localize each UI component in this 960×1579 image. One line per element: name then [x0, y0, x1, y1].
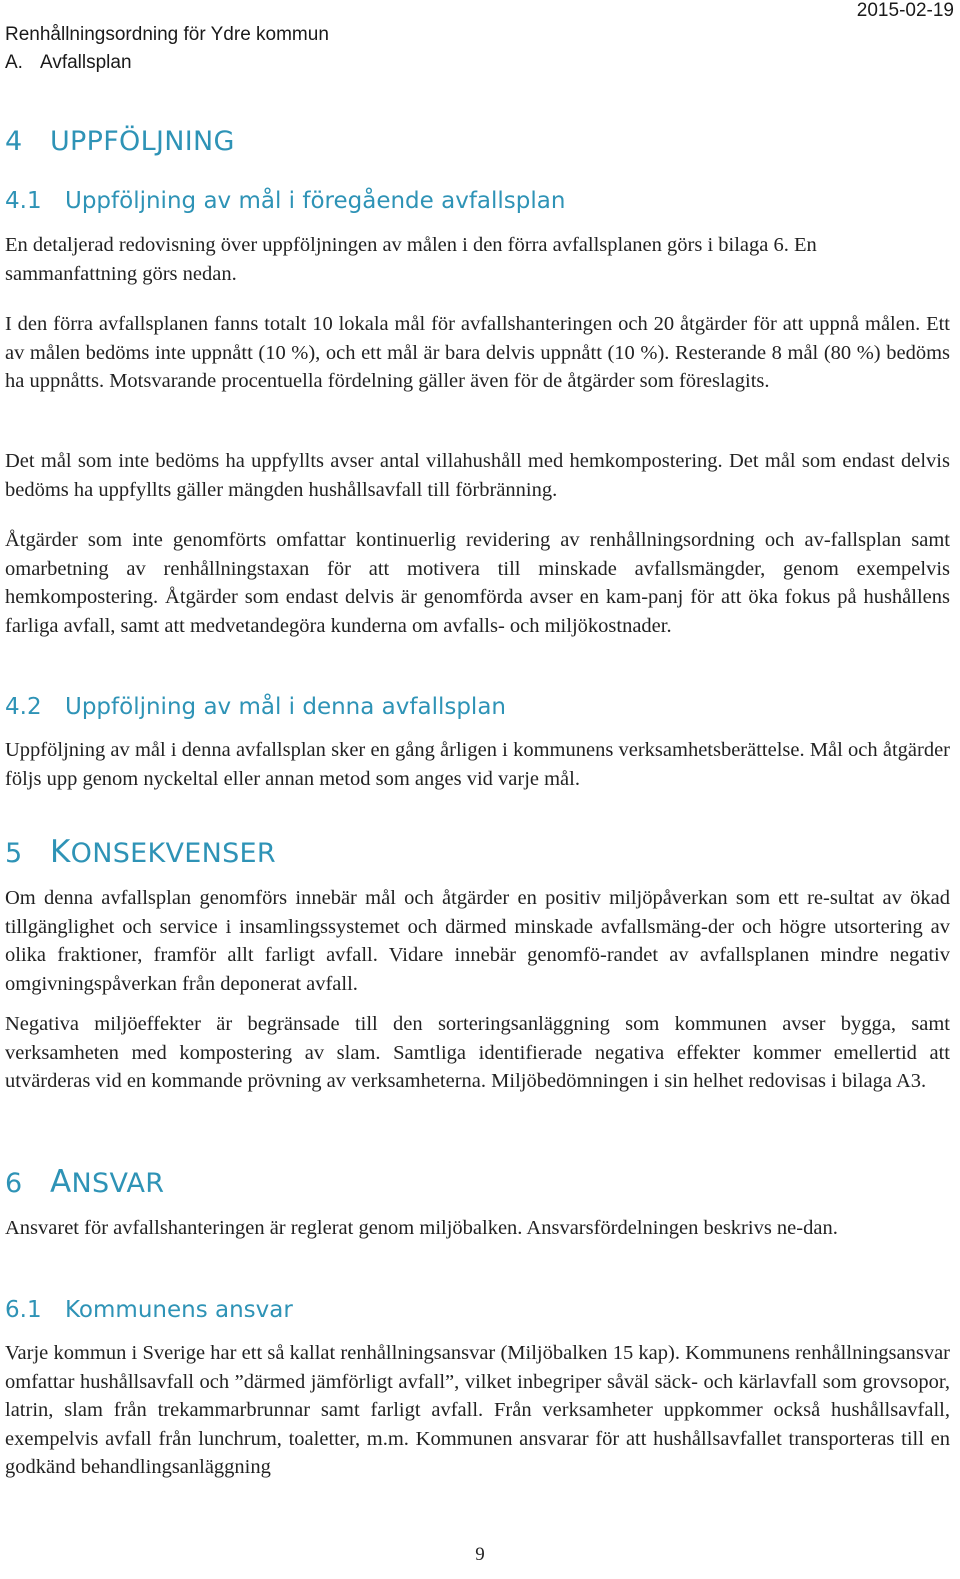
paragraph-5-impact: Om denna avfallsplan genomförs innebär mål och åtgärder en positiv miljöpåverkan som ett re-sultat av ökad tillgänglighet och service i insamlingssystemet och därmed minskade avfallsmäng-der och högre utsortering av olika fraktioner, framför allt farligt avfall. Vidare innebär genomfö-randet av avfallsplanen mindre negativ omgivningspåverkan från deponerat avfall.: [5, 887, 950, 995]
paragraph-6-responsibility: Ansvaret för avfallshanteringen är reglerat genom miljöbalken. Ansvarsfördelningen beskrivs ne-dan.: [5, 1217, 838, 1239]
heading-title: UPPFÖLJNING: [50, 126, 235, 157]
heading-number: 4.1: [5, 188, 42, 214]
heading-number: 5: [5, 838, 23, 869]
header-section-name: Avfallsplan: [40, 52, 132, 73]
heading-section-6: [5, 1164, 164, 1200]
paragraph-4-2-followup: Uppföljning av mål i denna avfallsplan sker en gång årligen i kommunens verksamhetsberättelse. Mål och åtgärder följs upp genom nyckeltal eller annan metod som anges vid varje mål.: [5, 739, 950, 790]
heading-number: 4: [5, 126, 23, 157]
paragraph-5-negative-effects: Negativa miljöeffekter är begränsade till den sorteringsanläggning som kommunen avser bygga, samt verksamheten med kompostering av slam. Samtliga identifierade negativa effekter kommer emellertid att utvärderas vid en kommande prövning av verksamheterna. Miljöbedömningen i sin helhet redovisas i bilaga A3.: [5, 1013, 950, 1092]
heading-title: Uppföljning av mål i föregående avfallsplan: [65, 188, 566, 214]
heading-title-initial: A: [50, 1164, 72, 1200]
page-number: 9: [475, 1544, 485, 1565]
heading-number: 6.1: [5, 1297, 42, 1323]
heading-section-5: [5, 834, 276, 870]
header-document-title: Renhållningsordning för Ydre kommun: [5, 24, 329, 45]
heading-section-4: [5, 126, 235, 157]
heading-title-rest: NSVAR: [71, 1168, 165, 1199]
paragraph-4-1-unmet-goals: Det mål som inte bedöms ha uppfyllts avser antal villahushåll med hemkompostering. Det mål som endast delvis bedöms ha uppfyllts gäller mängden hushållsavfall till förbränning.: [5, 450, 950, 501]
heading-number: 6: [5, 1168, 23, 1199]
heading-title-rest: ONSEKVENSER: [70, 838, 276, 869]
paragraph-4-1-summary: I den förra avfallsplanen fanns totalt 10 lokala mål för avfallshanteringen och 20 åtgärder för att uppnå målen. Ett av målen bedöms inte uppnått (10 %), och ett mål är bara delvis uppnått (10 %). Resterande 8 mål (80 %) bedöms ha uppnåtts. Motsvarande procentuella fördelning gäller även för de åtgärder som föreslagits.: [5, 313, 950, 392]
header-section-prefix: A.: [5, 52, 23, 73]
heading-title: Uppföljning av mål i denna avfallsplan: [65, 694, 506, 720]
paragraph-6-1-municipal-responsibility: Varje kommun i Sverige har ett så kallat renhållningsansvar (Miljöbalken 15 kap). Kommunens renhållningsansvar omfattar hushållsavfall och ”därmed jämförligt avfall”, vilket inbegriper såväl säck- och kärlavfall som grovsopor, latrin, slam från trekammarbrunnar samt farligt avfall. Från verksamheter uppkommer också hushållsavfall, exempelvis avfall från lunchrum, toaletter, m.m. Kommunen ansvarar för att hushållsavfallet transporteras till en godkänd behandlingsanläggning: [5, 1342, 950, 1478]
heading-number: 4.2: [5, 694, 42, 720]
header-section-label: [5, 52, 132, 74]
heading-title: Kommunens ansvar: [65, 1297, 293, 1323]
paragraph-4-1-measures: Åtgärder som inte genomförts omfattar kontinuerlig revidering av renhållningsordning och av-fallsplan samt omarbetning av renhållningstaxan för att motivera till minskade avfallsmängder, genom exempelvis hemkompostering. Åtgärder som endast delvis är genomförda avser en kam-panj för att öka fokus på hushållens farliga avfall, samt att medvetandegöra kunderna om avfalls- och miljökostnader.: [5, 529, 950, 637]
heading-section-4-1: [5, 188, 565, 214]
heading-section-6-1: [5, 1297, 293, 1323]
heading-title-initial: K: [50, 834, 71, 870]
header-date: 2015-02-19: [856, 0, 954, 21]
heading-section-4-2: [5, 694, 506, 720]
paragraph-4-1-intro: En detaljerad redovisning över uppföljningen av målen i den förra avfallsplanen görs i bilaga 6. En sammanfattning görs nedan.: [5, 234, 817, 285]
